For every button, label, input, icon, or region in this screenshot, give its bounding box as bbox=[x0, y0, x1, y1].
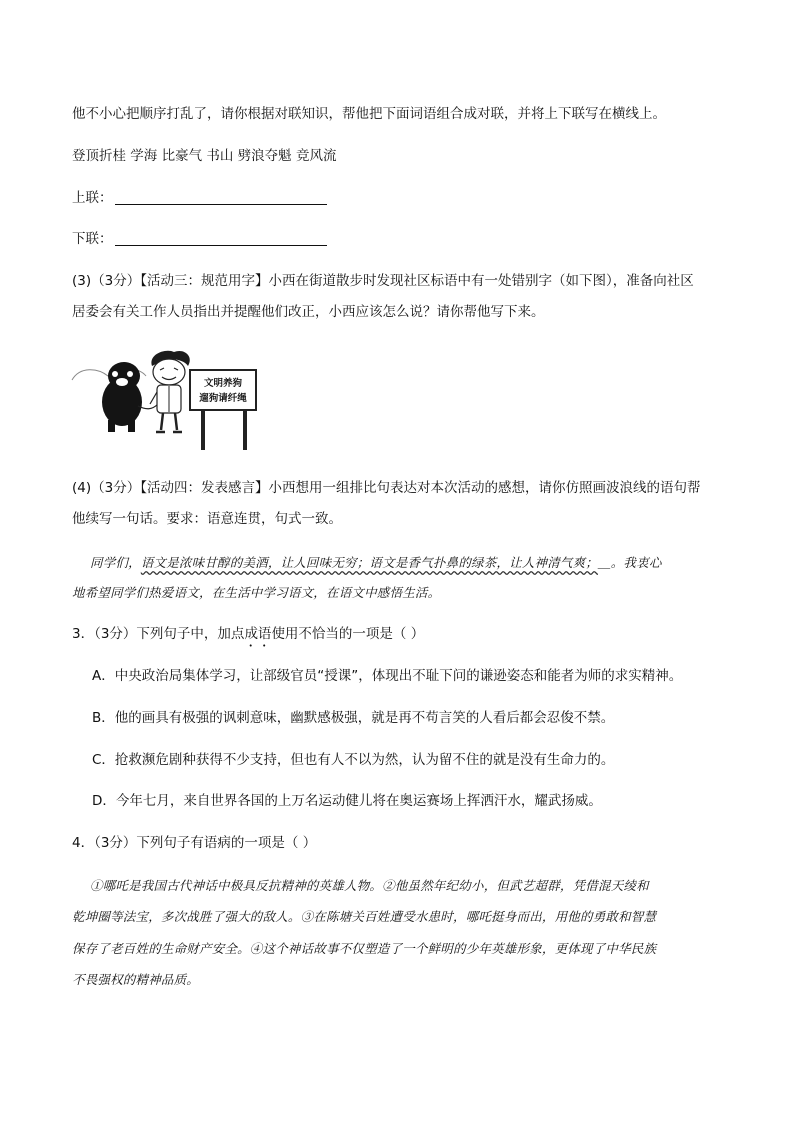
upper-couplet-blank[interactable] bbox=[115, 190, 327, 205]
question-3-stem-prefix: 3．（3分）下列句子中，加点 bbox=[72, 626, 245, 642]
question-3-stem-suffix: 使用不恰当的一项是（ ） bbox=[271, 626, 425, 642]
option-b[interactable]: B．他的画具有极强的讽刺意味，幽默感极强，就是再不苟言笑的人看后都会忍俊不禁。 bbox=[92, 710, 615, 726]
sign-text-line-1: 文明养狗 bbox=[203, 378, 243, 389]
boy-figure bbox=[150, 351, 190, 432]
passage-blank[interactable]: ＿ bbox=[598, 555, 611, 570]
q3-prompt-line-2: 居委会有关工作人员指出并提醒他们改正，小西应该怎么说？请你帮他写下来。 bbox=[72, 304, 545, 320]
passage-line-2: 地希望同学们热爱语文，在生活中学习语文，在语文中感悟生活。 bbox=[72, 585, 441, 600]
question-3-stem bbox=[72, 624, 424, 650]
question-4-stem: 4．（3分）下列句子有语病的一项是（ ） bbox=[72, 835, 317, 851]
q4-passage-line-2: 乾坤圈等法宝，多次战胜了强大的敌人。③在陈塘关百姓遭受水患时，哪吒挺身而出，用他的勇敢和智慧 bbox=[72, 909, 657, 924]
upper-couplet-label: 上联： bbox=[72, 190, 113, 206]
dog-walking-illustration bbox=[70, 346, 270, 452]
q4-passage-line-4: 不畏强权的精神品质。 bbox=[72, 972, 200, 987]
sign-text-line-2: 遛狗请纤绳 bbox=[199, 393, 247, 404]
word-bank: 登顶折桂 学海 比豪气 书山 劈浪夺魁 竞风流 bbox=[72, 148, 337, 164]
dotted-emphasis-word: 成语 bbox=[244, 626, 272, 642]
lower-couplet-blank[interactable] bbox=[115, 231, 327, 246]
q4-prompt-line-2: 他续写一句话。要求：语意连贯，句式一致。 bbox=[72, 511, 342, 527]
option-a[interactable]: A．中央政治局集体学习，让部级官员“授课”，体现出不耻下问的谦逊姿态和能者为师的求实精神。 bbox=[92, 668, 683, 684]
passage-suffix: 。我衷心 bbox=[610, 555, 662, 570]
wavy-underlined-sentence: 语文是浓味甘醇的美酒，让人回味无穷；语文是香气扑鼻的绿茶，让人神清气爽； bbox=[140, 555, 599, 570]
option-d[interactable]: D．今年七月，来自世界各国的上万名运动健儿将在奥运赛场上挥洒汗水，耀武扬威。 bbox=[92, 793, 602, 809]
lower-couplet-label: 下联： bbox=[72, 231, 113, 247]
q4-passage-line-1: ①哪吒是我国古代神话中极具反抗精神的英雄人物。②他虽然年纪幼小，但武艺超群，凭借混天绫和 bbox=[90, 878, 649, 893]
q3-prompt-line-1: (3)（3分）【活动三：规范用字】小西在街道散步时发现社区标语中有一处错别字（如下图），准备向社区 bbox=[72, 273, 694, 289]
sign-board bbox=[190, 370, 256, 410]
instruction-line: 他不小心把顺序打乱了，请你根据对联知识，帮他把下面词语组合成对联，并将上下联写在横线上。 bbox=[72, 106, 666, 122]
q4-prompt-line-1: (4)（3分）【活动四：发表感言】小西想用一组排比句表达对本次活动的感想，请你仿照画波浪线的语句帮 bbox=[72, 480, 701, 496]
upper-couplet-row bbox=[72, 188, 327, 208]
option-c[interactable]: C．抢救濒危剧种获得不少支持，但也有人不以为然，认为留不住的就是没有生命力的。 bbox=[92, 752, 615, 768]
q4-passage-line-3: 保存了老百姓的生命财产安全。④这个神话故事不仅塑造了一个鲜明的少年英雄形象，更体现了中华民族 bbox=[72, 941, 657, 956]
passage-line-1 bbox=[90, 553, 662, 573]
passage-prefix: 同学们， bbox=[90, 555, 141, 570]
lower-couplet-row bbox=[72, 229, 327, 249]
dog-figure bbox=[102, 362, 142, 432]
